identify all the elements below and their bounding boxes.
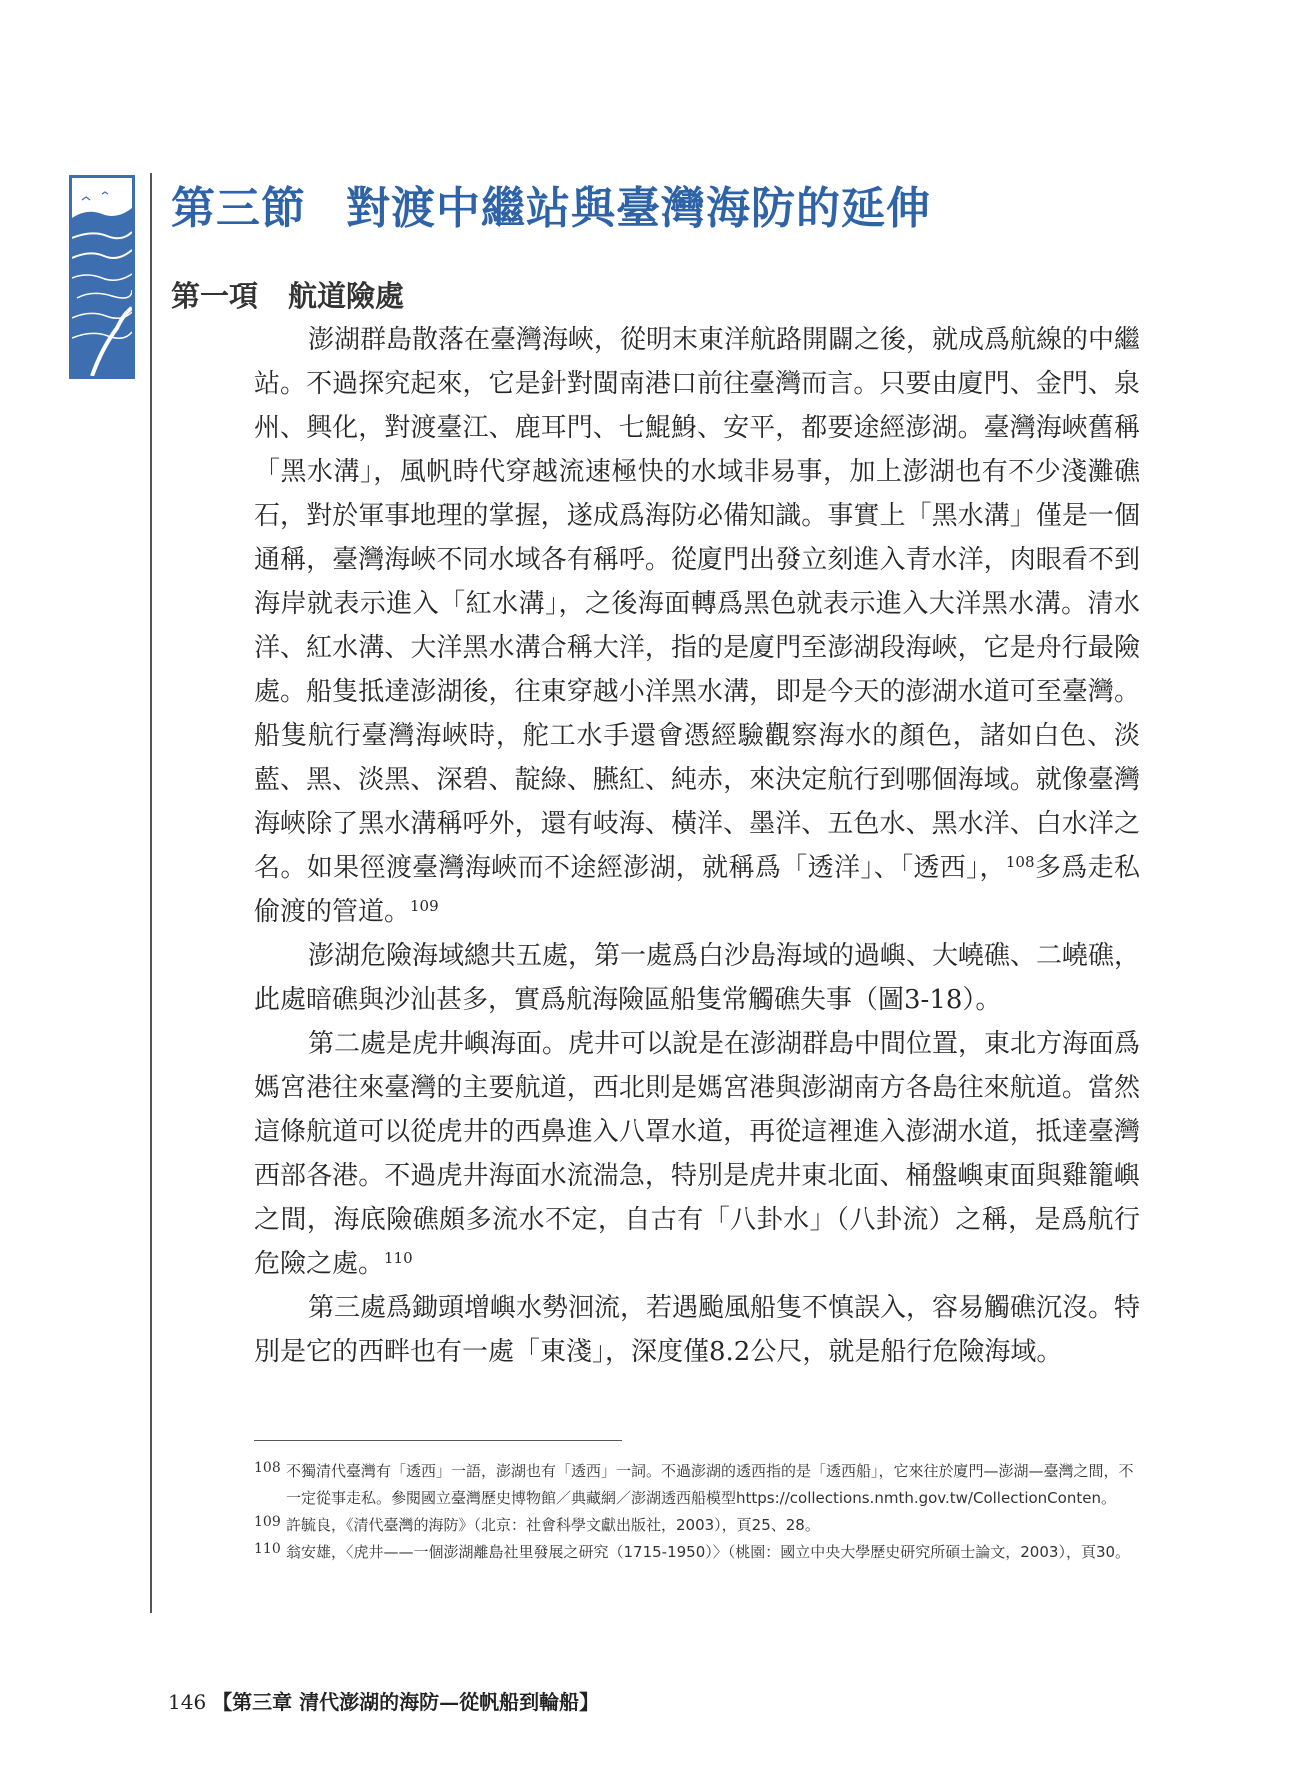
footnote-number: 110 <box>254 1541 281 1557</box>
footnote <box>254 1539 1140 1566</box>
subsection-text: 航道險處 <box>288 279 405 313</box>
section-title-number: 第三節 <box>171 183 306 234</box>
footnote-ref[interactable]: 109 <box>410 897 439 915</box>
footnote-text: 翁安雄，〈虎井——一個澎湖離島社里發展之研究（1715-1950）〉（桃園：國立中央大學歷史研究所碩士論文，2003），頁30。 <box>286 1543 1131 1561</box>
footnote <box>254 1458 1140 1512</box>
section-title <box>171 172 931 236</box>
coastal-landscape-icon <box>72 178 132 376</box>
footnote-ref[interactable]: 110 <box>384 1249 413 1267</box>
footnote-number: 108 <box>254 1460 281 1476</box>
subsection-title <box>171 274 404 315</box>
footnote-text: 許毓良，《清代臺灣的海防》（北京：社會科學文獻出版社，2003），頁25、28。 <box>286 1516 820 1534</box>
paragraph: 第三處爲鋤頭增嶼水勢洄流，若遇颱風船隻不慎誤入，容易觸礁沉沒。特別是它的西畔也有一處「東淺」，深度僅8.2公尺，就是船行危險海域。 <box>254 1293 1141 1367</box>
footnotes <box>254 1458 1140 1566</box>
body-text <box>254 318 1140 1374</box>
page-footer <box>168 1686 599 1715</box>
paragraph: 第二處是虎井嶼海面。虎井可以說是在澎湖群島中間位置，東北方海面爲媽宮港往來臺灣的主要航道，西北則是媽宮港與澎湖南方各島往來航道。當然這條航道可以從虎井的西鼻進入八罩水道，再從這裡進入澎湖水道，抵達臺灣西部各港。不過虎井海面水流湍急，特別是虎井東北面、桶盤嶼東面與雞籠嶼之間，海底險礁頗多流水不定，自古有「八卦水」（八卦流）之稱，是爲航行危險之處。$^{110}$ <box>254 1029 1141 1279</box>
footnote-number: 109 <box>254 1514 281 1530</box>
section-emblem <box>69 175 135 379</box>
footnote-text: 不獨清代臺灣有「透西」一語，澎湖也有「透西」一詞。不過澎湖的透西指的是「透西船」，它來往於廈門—澎湖—臺灣之間，不一定從事走私。參閱國立臺灣歷史博物館／典藏網／澎湖透西船模型https://collections.nmth.gov.tw/CollectionConten。 <box>286 1462 1134 1507</box>
footnote-ref[interactable]: 108 <box>1005 853 1035 871</box>
footnote <box>254 1512 1140 1539</box>
subsection-number: 第一項 <box>171 279 259 313</box>
page-number: 146 <box>168 1690 207 1714</box>
margin-rule <box>150 173 152 1613</box>
section-title-text: 對渡中繼站與臺灣海防的延伸 <box>346 183 931 234</box>
paragraph: 澎湖危險海域總共五處，第一處爲白沙島海域的過嶼、大嶢礁、二嶢礁，此處暗礁與沙汕甚多，實爲航海險區船隻常觸礁失事（圖3-18）。 <box>254 941 1141 1015</box>
running-chapter-title: 【第三章 清代澎湖的海防—從帆船到輪船】 <box>212 1690 600 1714</box>
footnote-divider <box>254 1440 622 1441</box>
paragraph: 澎湖群島散落在臺灣海峽，從明末東洋航路開闢之後，就成爲航線的中繼站。不過探究起來，它是針對閩南港口前往臺灣而言。只要由廈門、金門、泉州、興化，對渡臺江、鹿耳門、七鯤鯓、安平，都要途經澎湖。臺灣海峽舊稱「黑水溝」，風帆時代穿越流速極快的水域非易事，加上澎湖也有不少淺灘礁石，對於軍事地理的掌握，遂成爲海防必備知識。事實上「黑水溝」僅是一個通稱，臺灣海峽不同水域各有稱呼。從廈門出發立刻進入青水洋，肉眼看不到海岸就表示進入「紅水溝」，之後海面轉爲黑色就表示進入大洋黑水溝。清水洋、紅水溝、大洋黑水溝合稱大洋，指的是廈門至澎湖段海峽，它是舟行最險處。船隻抵達澎湖後，往東穿越小洋黑水溝，即是今天的澎湖水道可至臺灣。船隻航行臺灣海峽時，舵工水手還會憑經驗觀察海水的顏色，諸如白色、淡藍、黑、淡黑、深碧、靛綠、臙紅、純赤，來決定航行到哪個海域。就像臺灣海峽除了黑水溝稱呼外，還有岐海、橫洋、墨洋、五色水、黑水洋、白水洋之名。如果徑渡臺灣海峽而不途經澎湖，就稱爲「透洋」、「透西」，$^{108}$多爲走私偷渡的管道。$^{109}$ <box>254 325 1141 927</box>
